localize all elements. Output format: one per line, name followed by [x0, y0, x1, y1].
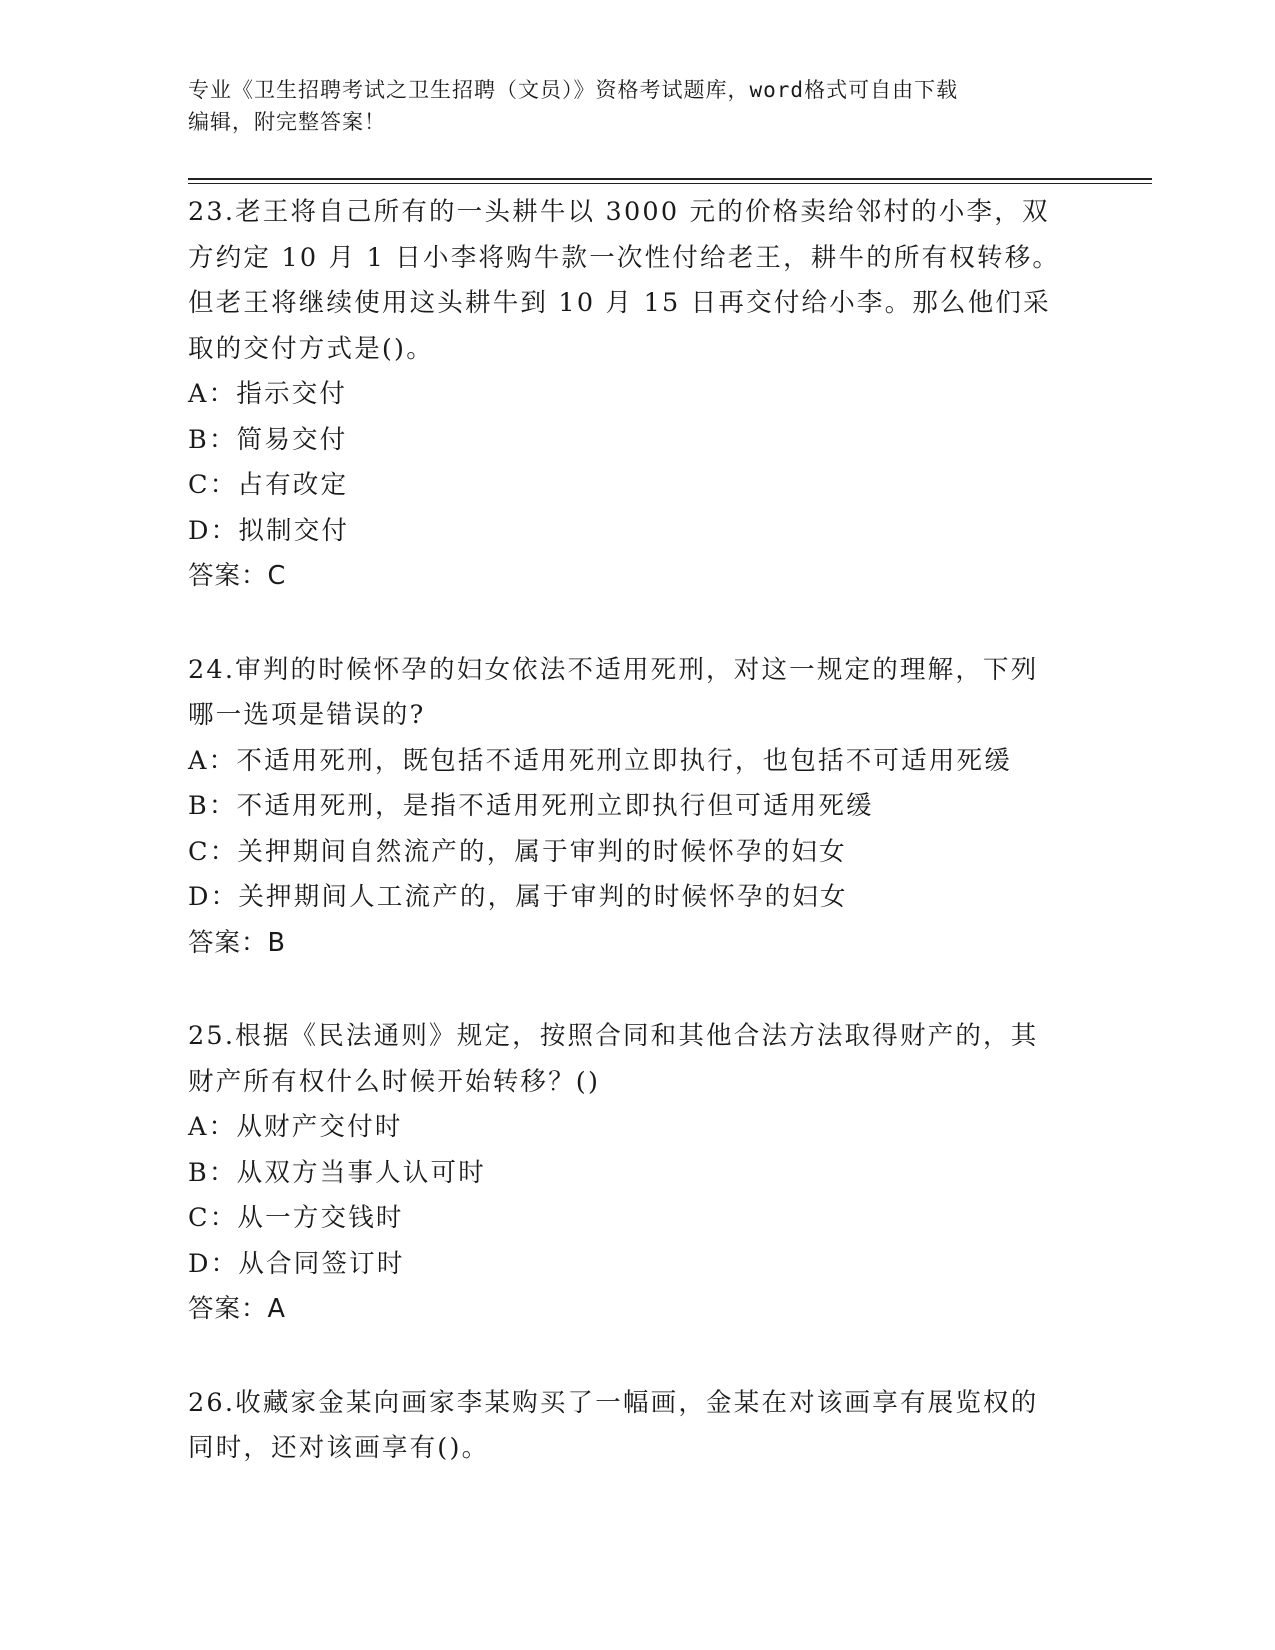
option-a: A：不适用死刑，既包括不适用死刑立即执行，也包括不可适用死缓 [188, 745, 1012, 776]
question-gap [188, 600, 1088, 648]
option-a: A：从财产交付时 [188, 1112, 403, 1142]
option-d: D：关押期间人工流产的，属于审判的时候怀孕的妇女 [188, 882, 848, 912]
header-divider [188, 178, 1152, 184]
question-text-line: 取的交付方式是()。 [188, 333, 434, 364]
answer: 答案：B [188, 927, 286, 958]
option-c: C：关押期间自然流产的，属于审判的时候怀孕的妇女 [188, 836, 847, 867]
question-text-line: 同时，还对该画享有()。 [188, 1433, 490, 1463]
option-c: C：占有改定 [188, 470, 349, 500]
option-d: D：从合同签订时 [188, 1248, 405, 1279]
question-text-line: 25.根据《民法通则》规定，按照合同和其他合法方法取得财产的，其 [188, 1021, 1039, 1051]
question-list [188, 190, 1088, 1472]
question-25 [188, 1014, 1088, 1333]
question-24 [188, 648, 1088, 967]
option-a: A：指示交付 [188, 379, 348, 409]
header-line: 专业《卫生招聘考试之卫生招聘（文员）》资格考试题库，word格式可自由下载 [188, 78, 959, 102]
question-text-line: 但老王将继续使用这头耕牛到 10 月 15 日再交付给小李。那么他们采 [188, 288, 1051, 318]
header-line: 编辑，附完整答案！ [188, 110, 386, 134]
option-b: B：简易交付 [188, 424, 348, 455]
document-header [188, 74, 1088, 138]
question-text-line: 哪一选项是错误的? [188, 700, 426, 730]
question-gap [188, 1333, 1088, 1381]
question-text-line: 24.审判的时候怀孕的妇女依法不适用死刑，对这一规定的理解，下列 [188, 654, 1039, 685]
option-c: C：从一方交钱时 [188, 1203, 404, 1233]
question-23 [188, 190, 1088, 600]
question-text-line: 26.收藏家金某向画家李某购买了一幅画，金某在对该画享有展览权的 [188, 1387, 1039, 1418]
option-b: B：从双方当事人认可时 [188, 1157, 486, 1188]
question-26 [188, 1381, 1088, 1472]
option-d: D：拟制交付 [188, 515, 350, 546]
option-b: B：不适用死刑，是指不适用死刑立即执行但可适用死缓 [188, 791, 874, 821]
answer: 答案：C [188, 561, 287, 591]
question-text-line: 方约定 10 月 1 日小李将购牛款一次性付给老王，耕牛的所有权转移。 [188, 242, 1061, 273]
question-gap [188, 966, 1088, 1014]
question-text-line: 财产所有权什么时候开始转移？() [188, 1066, 601, 1097]
answer: 答案：A [188, 1294, 286, 1324]
question-text-line: 23.老王将自己所有的一头耕牛以 3000 元的价格卖给邻村的小李，双 [188, 197, 1050, 227]
